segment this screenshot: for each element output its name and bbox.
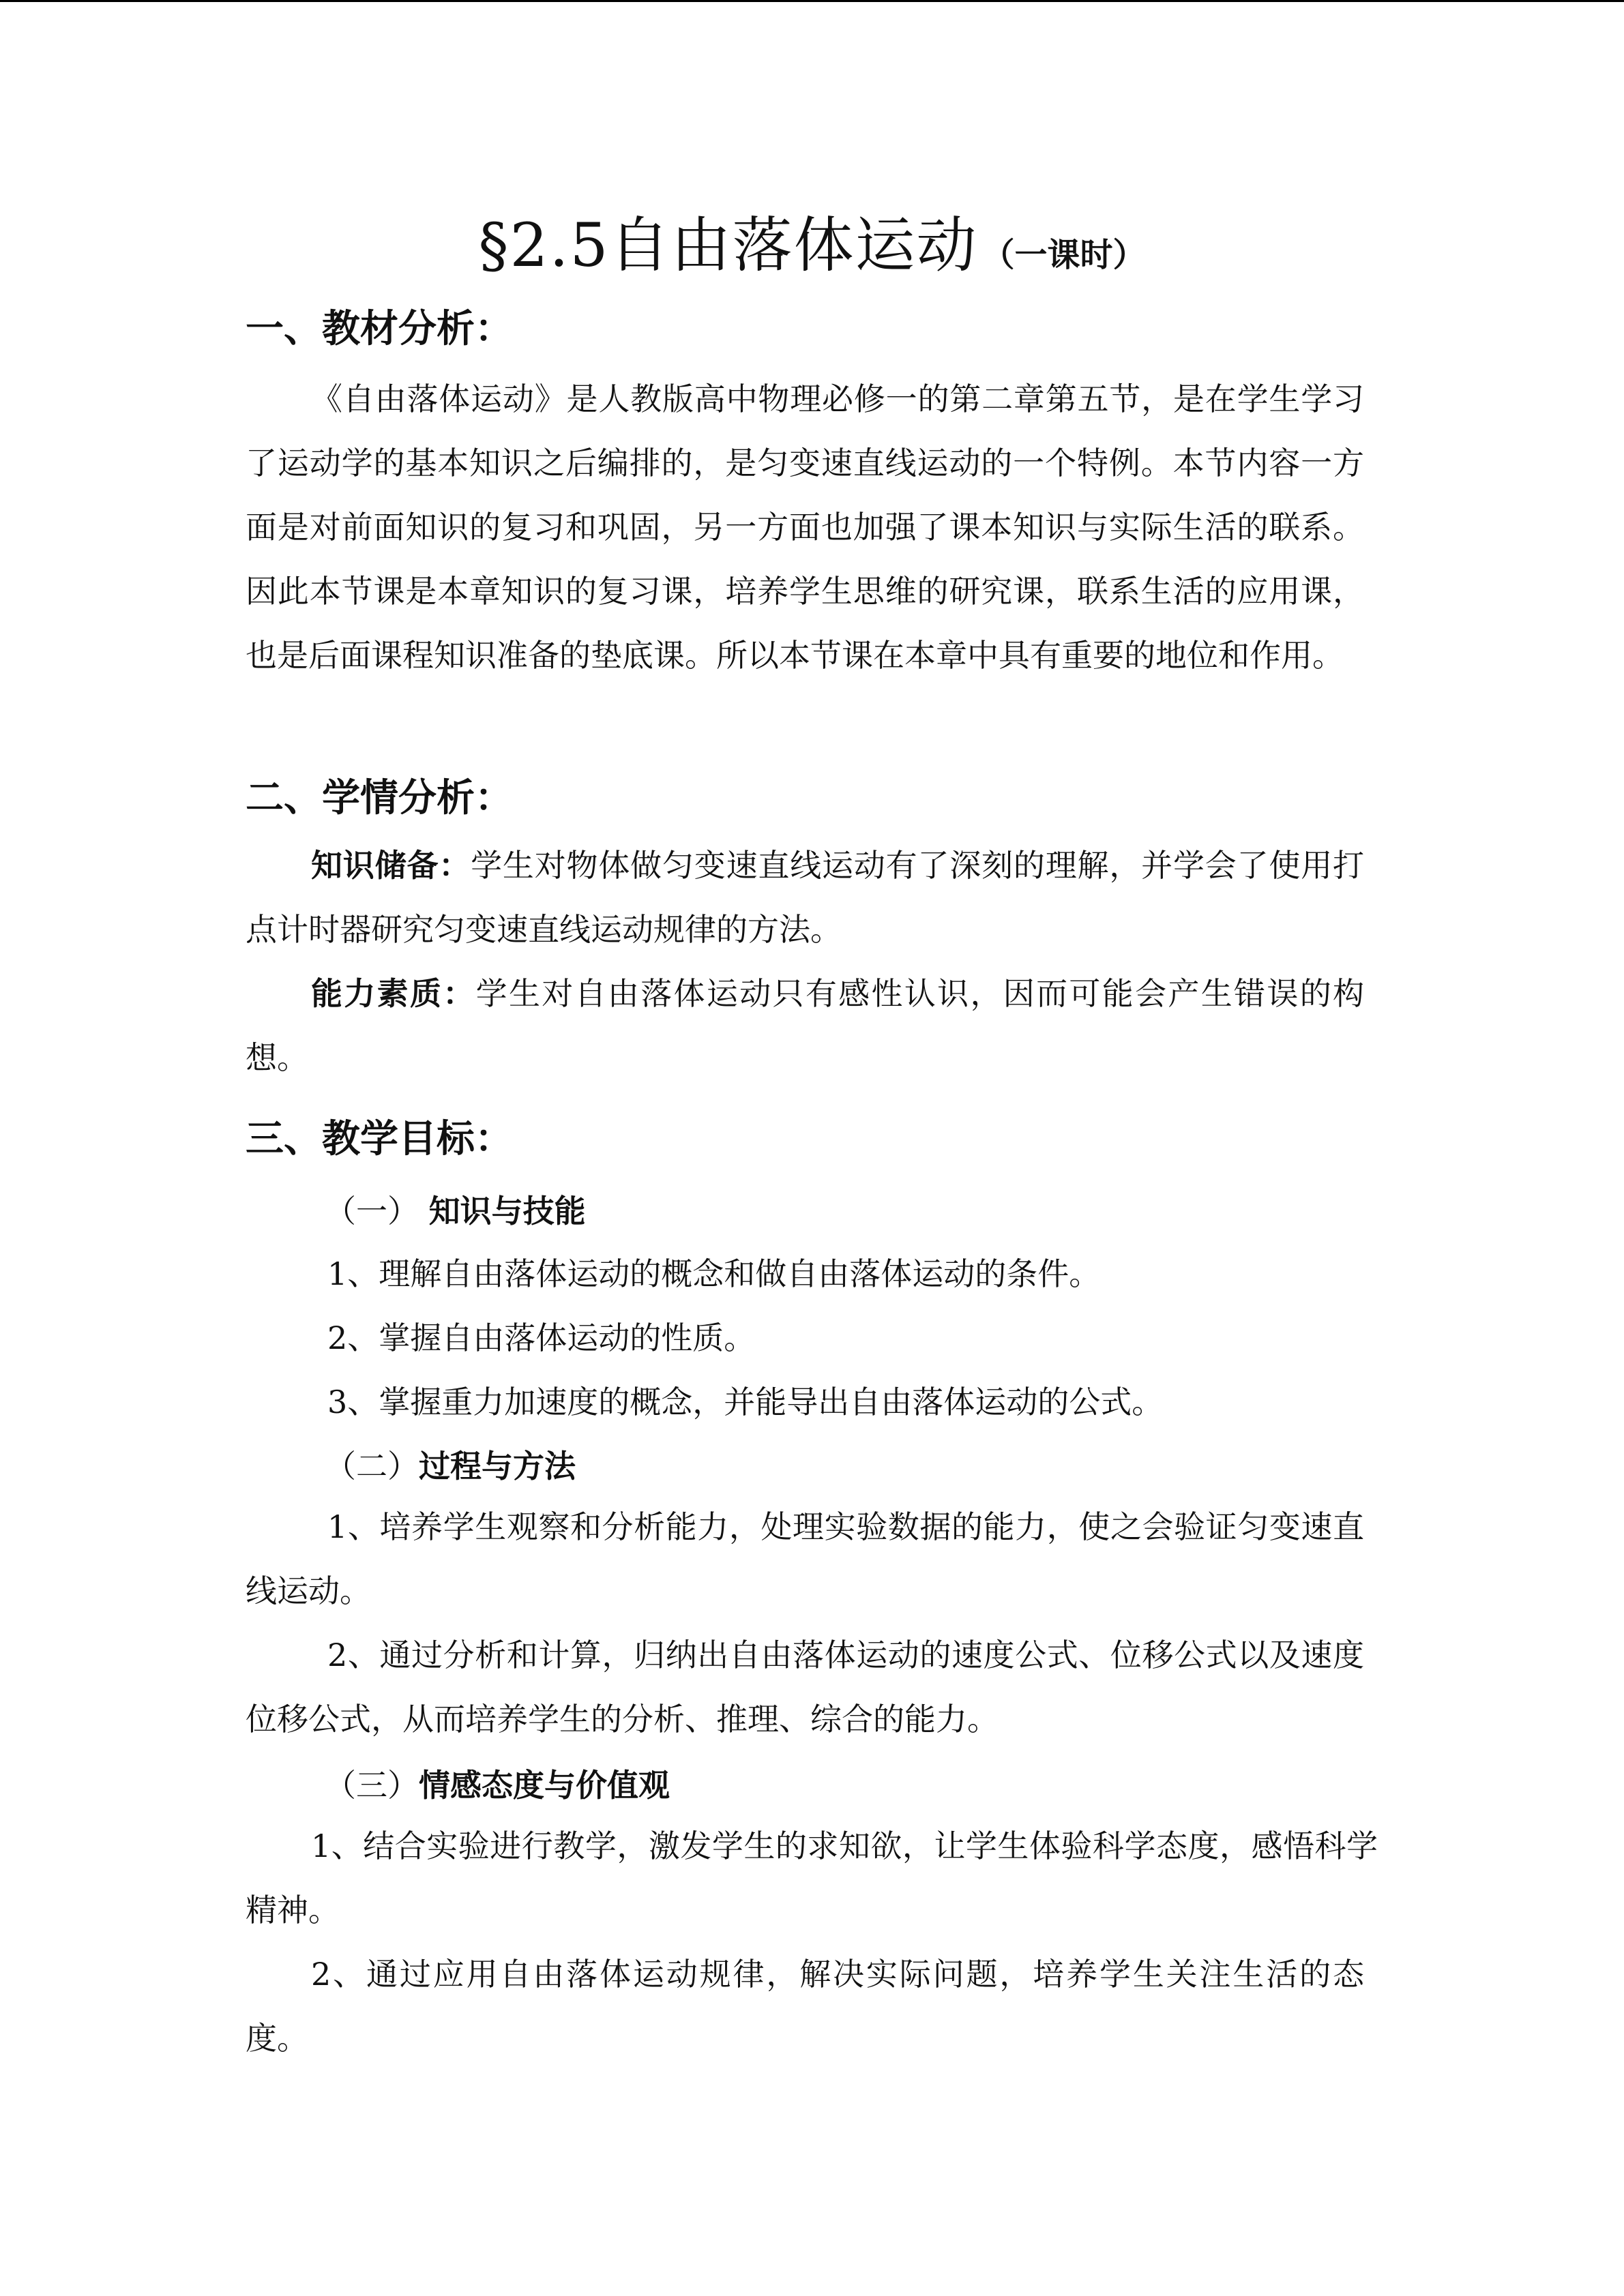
knowledge-reserve-label: 知识储备： bbox=[311, 847, 471, 884]
ability-quality-text: 学生对自由落体运动只有感性认识，因而可能会产生错误的构想。 bbox=[246, 975, 1365, 1076]
ability-quality-paragraph bbox=[246, 961, 1364, 1090]
knowledge-reserve-paragraph bbox=[246, 833, 1364, 961]
objective-item: 2、通过应用自由落体运动规律，解决实际问题，培养学生关注生活的态度。 bbox=[246, 1956, 1364, 2057]
group-label: 过程与方法 bbox=[419, 1448, 576, 1485]
objective-item: 2、掌握自由落体运动的性质。 bbox=[327, 1320, 756, 1356]
objective-item: 1、结合实验进行教学，激发学生的求知欲，让学生体验科学态度，感悟科学精神。 bbox=[246, 1828, 1378, 1928]
title-sub: （一课时） bbox=[981, 236, 1146, 274]
objective-item: 2、通过分析和计算，归纳出自由落体运动的速度公式、位移公式以及速度位移公式，从而培养学生的分析、推理、综合的能力。 bbox=[246, 1637, 1364, 1738]
section-heading-student-analysis: 二、学情分析： bbox=[246, 775, 513, 820]
section-heading-teaching-objectives: 三、教学目标： bbox=[246, 1116, 513, 1161]
group-label: 情感态度与价值观 bbox=[419, 1767, 670, 1804]
group-label: 知识与技能 bbox=[428, 1193, 586, 1229]
objective-group-process-methods bbox=[325, 1442, 576, 1487]
objective-item: 1、培养学生观察和分析能力，处理实验数据的能力，使之会验证匀变速直线运动。 bbox=[246, 1508, 1364, 1609]
knowledge-reserve-text: 学生对物体做匀变速直线运动有了深刻的理解，并学会了使用打点计时器研究匀变速直线运动规律的方法。 bbox=[246, 847, 1364, 948]
objective-item: 3、掌握重力加速度的概念，并能导出自由落体运动的公式。 bbox=[327, 1384, 1164, 1420]
objective-group-emotion-values bbox=[325, 1761, 670, 1806]
objective-group-knowledge-skills bbox=[325, 1187, 586, 1232]
objective-item: 1、理解自由落体运动的概念和做自由落体运动的条件。 bbox=[327, 1255, 1101, 1292]
group-number: （三） bbox=[325, 1767, 419, 1804]
document-title bbox=[0, 198, 1624, 284]
page-top-border bbox=[0, 0, 1624, 2]
section-heading-textbook-analysis: 一、教材分析： bbox=[246, 306, 513, 351]
textbook-analysis-paragraph: 《自由落体运动》是人教版高中物理必修一的第二章第五节，是在学生学习了运动学的基本知识之后编排的，是匀变速直线运动的一个特例。本节内容一方面是对前面知识的复习和巩固，另一方面也加强了课本知识与实际生活的联系。因此本节课是本章知识的复习课，培养学生思维的研究课，联系生活的应用课，也是后面课程知识准备的垫底课。所以本节课在本章中具有重要的地位和作用。 bbox=[246, 381, 1364, 674]
group-number: （一） bbox=[325, 1193, 419, 1229]
group-number: （二） bbox=[325, 1448, 419, 1485]
ability-quality-label: 能力素质： bbox=[311, 975, 476, 1012]
title-main: §2.5自由落体运动 bbox=[478, 210, 978, 280]
